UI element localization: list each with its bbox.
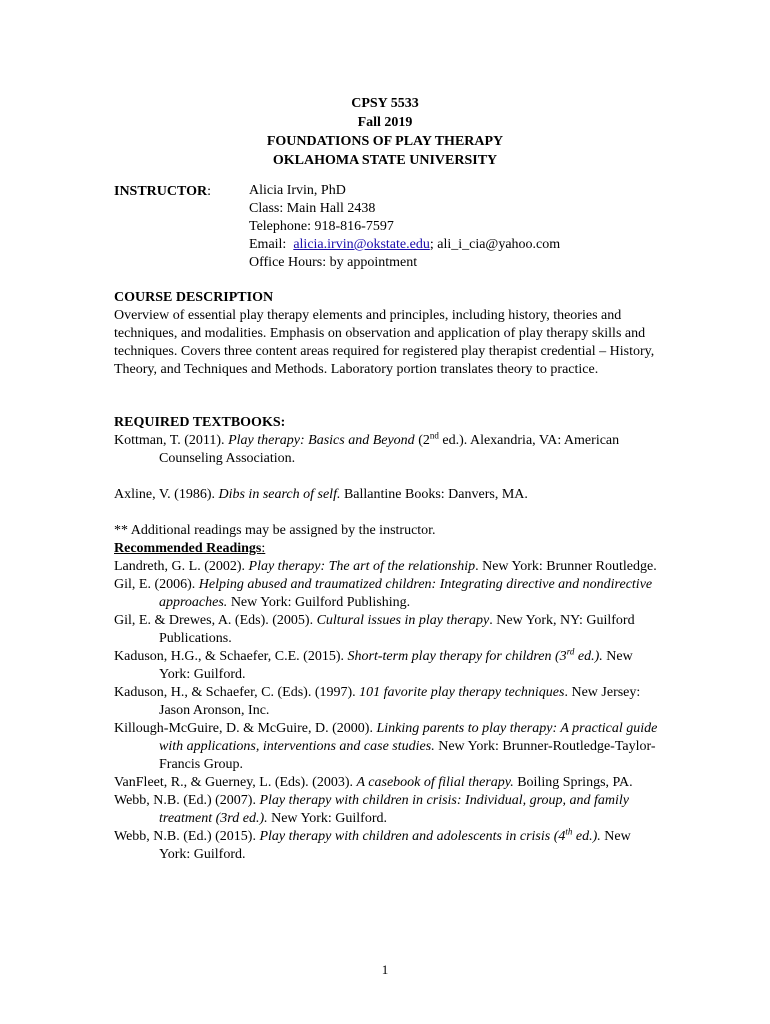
ref-author: Kottman, T. (2011). <box>114 433 229 448</box>
ref-publisher: . New York: Brunner Routledge. <box>475 559 657 574</box>
textbooks-heading: REQUIRED TEXTBOOKS: <box>114 415 286 430</box>
reading-gil-2006 <box>114 576 659 612</box>
recommended-heading-line <box>114 540 659 558</box>
instructor-name: Alicia Irvin, PhD <box>249 183 346 198</box>
ref-publisher: ed.). Alexandria, VA: American Counseling Association. <box>159 433 620 466</box>
ref-title: Dibs in search of self. <box>218 487 341 502</box>
reading-webb-2015 <box>114 828 659 864</box>
ref-title-sup: th <box>565 826 573 837</box>
course-description-section <box>114 289 659 379</box>
ref-author: Webb, N.B. (Ed.) (2015). <box>114 829 260 844</box>
ref-author: Webb, N.B. (Ed.) (2007). <box>114 793 260 808</box>
textbook-axline <box>114 486 659 504</box>
ref-title: Linking parents to play therapy: A practical guide with applications, interventions and case studies. <box>159 721 658 754</box>
ref-publisher: New York: Brunner-Routledge-Taylor-Francis Group. <box>159 739 656 772</box>
spacer <box>114 468 659 486</box>
ref-edition: (2 <box>414 433 430 448</box>
page-number: 1 <box>381 962 389 977</box>
textbook-kottman <box>114 432 659 468</box>
course-description-heading: COURSE DESCRIPTION <box>114 290 274 305</box>
ref-author: Axline, V. (1986). <box>114 487 219 502</box>
ref-title: Play therapy with children and adolescents in crisis (4 <box>259 829 566 844</box>
syllabus-header <box>0 94 770 170</box>
instructor-label-text: INSTRUCTOR <box>114 184 208 199</box>
ref-author: Killough-McGuire, D. & McGuire, D. (2000). <box>114 721 377 736</box>
spacer <box>114 504 659 522</box>
ref-author: Gil, E. & Drewes, A. (Eds). (2005). <box>114 613 317 628</box>
additional-readings-note: ** Additional readings may be assigned by the instructor. <box>114 523 436 538</box>
ref-author: VanFleet, R., & Guerney, L. (Eds). (2003). <box>114 775 357 790</box>
email-label: Email: <box>249 237 294 252</box>
ref-publisher: . New Jersey: Jason Aronson, Inc. <box>159 685 641 718</box>
reading-kaduson-2015 <box>114 648 659 684</box>
course-description-text: Overview of essential play therapy elements and principles, including history, theories and techniques, and modalities. Emphasis on observation and application of play therapy skills and techniques. Covers three content areas required for registered play therapist credential – History, Theory, and Techniques and Methods. Laboratory portion translates theory to practice. <box>114 308 655 377</box>
ref-edition-sup: nd <box>429 430 439 441</box>
reading-kaduson-1997 <box>114 684 659 720</box>
reading-webb-2007 <box>114 792 659 828</box>
university-name: OKLAHOMA STATE UNIVERSITY <box>272 153 498 168</box>
ref-title: Play therapy: The art of the relationship <box>248 559 476 574</box>
instructor-telephone: Telephone: 918-816-7597 <box>249 219 394 234</box>
email-secondary: ; ali_i_cia@yahoo.com <box>429 237 561 252</box>
ref-author: Kaduson, H., & Schaefer, C. (Eds). (1997). <box>114 685 360 700</box>
recommended-heading-colon: : <box>261 541 266 556</box>
recommended-heading: Recommended Readings <box>114 541 262 556</box>
instructor-info <box>249 182 560 272</box>
ref-title-end: ed.). <box>572 829 601 844</box>
ref-author: Landreth, G. L. (2002). <box>114 559 249 574</box>
textbooks-section <box>114 414 659 864</box>
ref-title-sup: rd <box>566 646 575 657</box>
reading-killough <box>114 720 659 774</box>
ref-author: Gil, E. (2006). <box>114 577 199 592</box>
ref-publisher: New York: Guilford. <box>267 811 387 826</box>
reading-landreth <box>114 558 659 576</box>
instructor-office-hours: Office Hours: by appointment <box>249 255 418 270</box>
reading-gil-2005 <box>114 612 659 648</box>
ref-publisher: Ballantine Books: Danvers, MA. <box>340 487 528 502</box>
ref-title: Short-term play therapy for children (3 <box>347 649 567 664</box>
course-term: Fall 2019 <box>357 115 413 130</box>
ref-author: Kaduson, H.G., & Schaefer, C.E. (2015). <box>114 649 348 664</box>
ref-title: A casebook of filial therapy. <box>356 775 514 790</box>
ref-publisher: . New York, NY: Guilford Publications. <box>159 613 635 646</box>
ref-publisher: Boiling Springs, PA. <box>513 775 633 790</box>
ref-title: Play therapy with children in crisis: Individual, group, and family treatment (3rd ed.). <box>159 793 629 826</box>
instructor-label-colon: : <box>207 184 211 199</box>
ref-publisher: New York: Guilford Publishing. <box>227 595 411 610</box>
course-code: CPSY 5533 <box>351 96 419 111</box>
ref-title: Cultural issues in play therapy <box>316 613 490 628</box>
reading-vanfleet <box>114 774 659 792</box>
ref-publisher: New York: Guilford. <box>159 829 631 862</box>
instructor-email <box>249 236 560 254</box>
course-title: FOUNDATIONS OF PLAY THERAPY <box>266 134 504 149</box>
ref-title: 101 favorite play therapy techniques <box>359 685 565 700</box>
instructor-label <box>114 182 211 201</box>
ref-title-end: ed.). <box>574 649 603 664</box>
instructor-class: Class: Main Hall 2438 <box>249 201 376 216</box>
email-link[interactable]: alicia.irvin@okstate.edu <box>293 237 430 252</box>
ref-title: Play therapy: Basics and Beyond <box>228 433 415 448</box>
ref-title: Helping abused and traumatized children: Integrating directive and nondirective approaches. <box>159 577 653 610</box>
ref-publisher: New York: Guilford. <box>159 649 633 682</box>
